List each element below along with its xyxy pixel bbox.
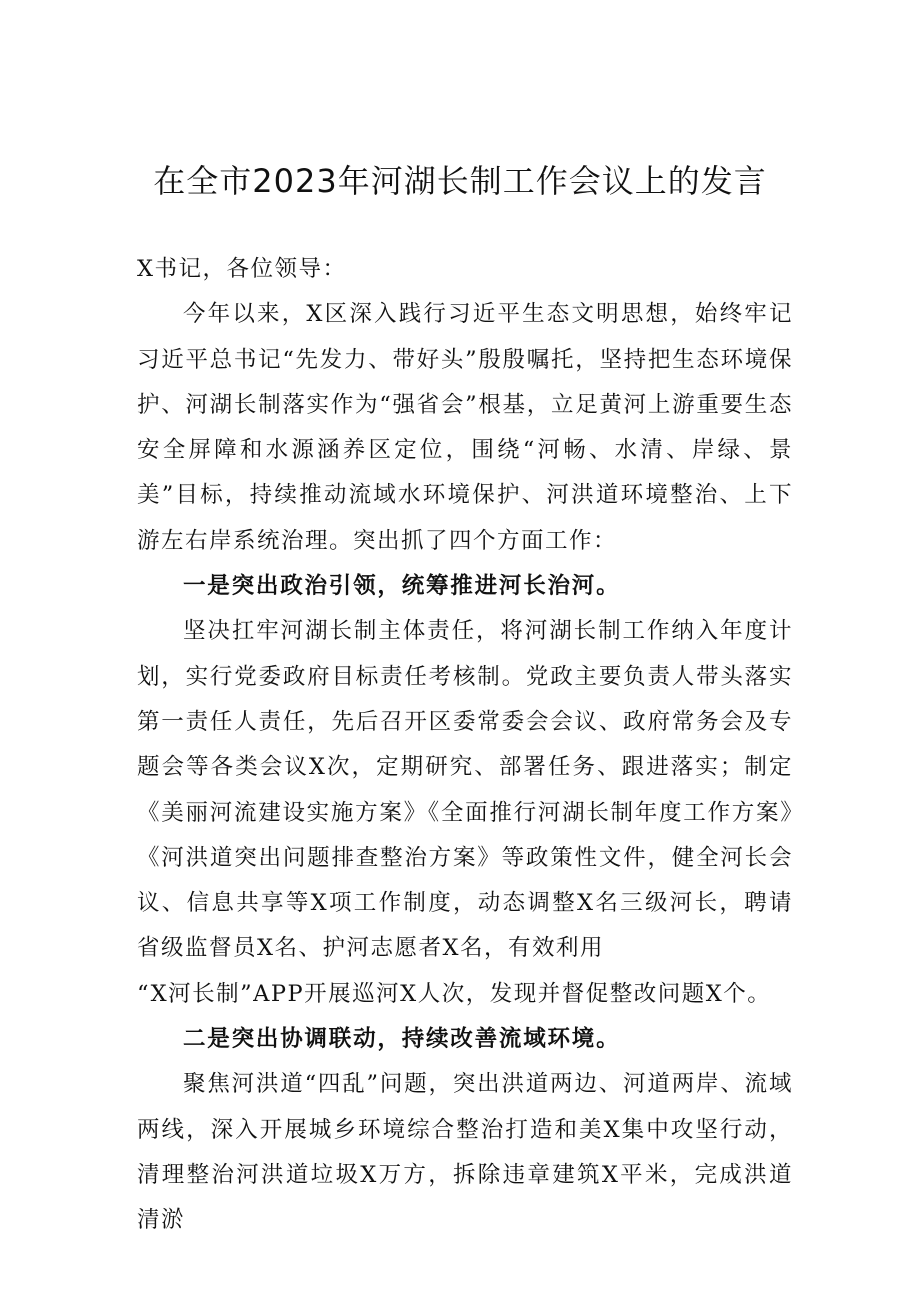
- section-heading-2: 二是突出协调联动，持续改善流域环境。: [183, 1026, 621, 1053]
- document-body: [137, 247, 793, 1244]
- section-2-paragraph: 聚焦河洪道“四乱”问题，突出洪道两边、河道两岸、流域两线，深入开展城乡环境综合整治打造和美X集中攻坚行动，清理整治河洪道垃圾X万方，拆除违章建筑X平米，完成洪道清淤: [137, 1071, 793, 1234]
- document-title: 在全市2023年河湖长制工作会议上的发言: [153, 162, 767, 200]
- intro-paragraph: 今年以来，X区深入践行习近平生态文明思想，始终牢记习近平总书记“先发力、带好头”殷殷嘱托，坚持把生态环境保护、河湖长制落实作为“强省会”根基，立足黄河上游重要生态安全屏障和水源涵养区定位，围绕“河畅、水清、岸绿、景美”目标，持续推动流域水环境保护、河洪道环境整治、上下游左右岸系统治理。突出抓了四个方面工作：: [137, 301, 793, 554]
- section-1-paragraph: 坚决扛牢河湖长制主体责任，将河湖长制工作纳入年度计划，实行党委政府目标责任考核制。党政主要负责人带头落实第一责任人责任，先后召开区委常委会会议、政府常务会及专题会等各类会议X次，定期研究、部署任务、跟进落实；制定《美丽河流建设实施方案》《全面推行河湖长制年度工作方案》《河洪道突出问题排查整治方案》等政策性文件，健全河长会议、信息共享等X项工作制度，动态调整X名三级河长，聘请省级监督员X名、护河志愿者X名，有效利用: [137, 618, 793, 962]
- section-1-continuation: “X河长制”APP开展巡河X人次，发现并督促整改问题X个。: [137, 980, 772, 1007]
- salutation: X书记，各位领导：: [137, 256, 347, 282]
- section-heading-1: 一是突出政治引领，统筹推进河长治河。: [183, 573, 621, 600]
